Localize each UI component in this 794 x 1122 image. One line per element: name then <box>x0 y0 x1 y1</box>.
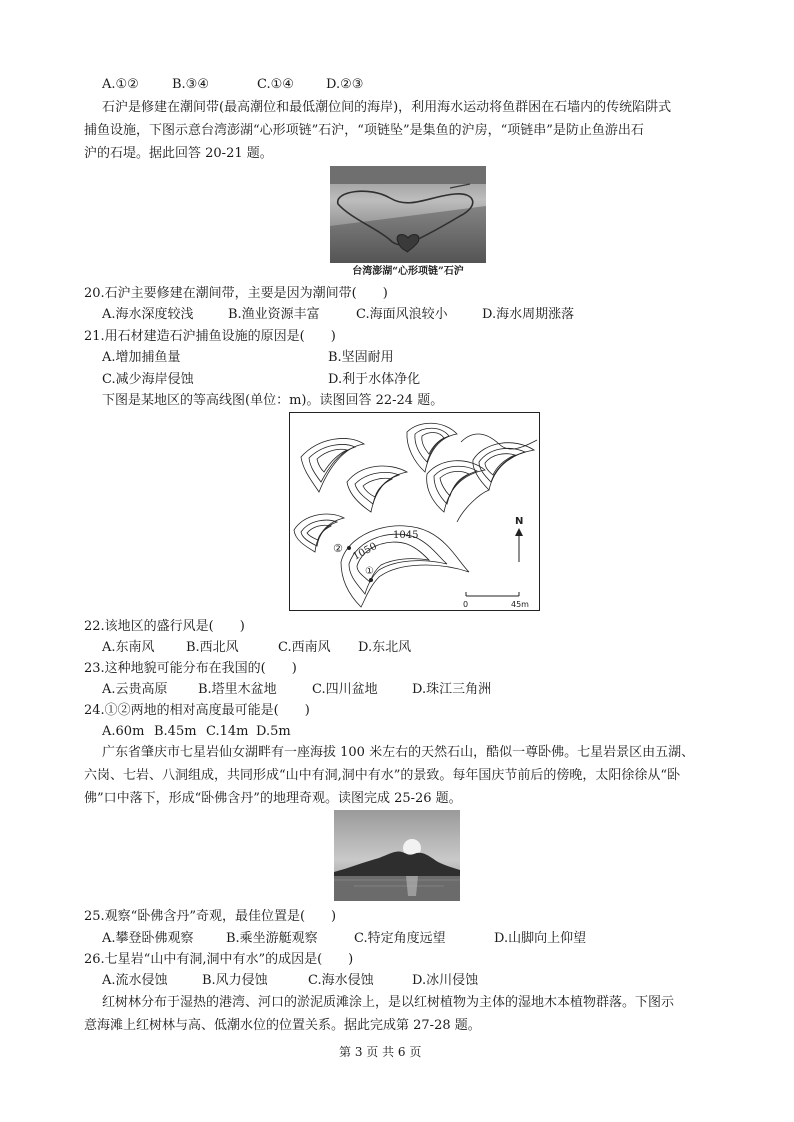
q22-option-a: A.东南风 <box>102 640 155 655</box>
scale-end: 45m <box>511 600 529 609</box>
q26-option-b: B.风力侵蚀 <box>202 973 268 988</box>
q24-option-d: D.5m <box>256 724 291 739</box>
point-2-label: ② <box>333 542 343 555</box>
q24-option-a: A.60m <box>102 724 145 739</box>
q22-option-b: B.西北风 <box>186 640 239 655</box>
q20-option-c: C.海面风浪较小 <box>356 307 448 322</box>
q22-option-c: C.西南风 <box>278 640 331 655</box>
reclining-buddha-image <box>334 810 460 901</box>
q21-option-c: C.减少海岸侵蚀 <box>102 372 194 387</box>
q25-option-b: B.乘坐游艇观察 <box>226 931 318 946</box>
q23-stem: 23.这种地貌可能分布在我国的( ) <box>84 661 297 676</box>
q22-option-d: D.东北风 <box>358 640 412 655</box>
option-d: D.②③ <box>326 77 364 92</box>
intro-25-26-line-3: 佛”口中落下，形成“卧佛含丹”的地理奇观。读图完成 25-26 题。 <box>84 791 462 806</box>
q21-option-d: D.利于水体净化 <box>328 372 421 387</box>
q24-option-c: C.14m <box>206 724 249 739</box>
intro-25-26-line-1: 广东省肇庆市七星岩仙女湖畔有一座海拔 100 米左右的天然石山，酷似一尊卧佛。七星岩景区由五湖、 <box>102 745 695 760</box>
intro-27-28-line-1: 红树林分布于湿热的港湾、河口的淤泥质滩涂上，是以红树植物为主体的湿地木本植物群落。下图示 <box>102 995 675 1010</box>
point-2-marker <box>347 546 351 550</box>
q26-option-d: D.冰川侵蚀 <box>412 973 479 988</box>
q20-stem: 20.石沪主要修建在潮间带，主要是因为潮间带( ) <box>84 286 388 301</box>
q21-option-a: A.增加捕鱼量 <box>102 350 181 365</box>
q22-stem: 22.该地区的盛行风是( ) <box>84 619 245 634</box>
q24-option-b: B.45m <box>154 724 197 739</box>
option-b: B.③④ <box>172 77 209 92</box>
contour-label-1050: 1050 <box>351 540 379 563</box>
scale-start: 0 <box>463 600 469 609</box>
q21-option-b: B.坚固耐用 <box>328 350 394 365</box>
intro-20-21-line-3: 沪的石堤。据此回答 20-21 题。 <box>84 146 273 161</box>
q21-stem: 21.用石材建造石沪捕鱼设施的原因是( ) <box>84 329 336 344</box>
q23-option-b: B.塔里木盆地 <box>198 682 277 697</box>
stone-weir-caption: 台湾澎湖“心形项链”石沪 <box>352 266 464 277</box>
intro-27-28-line-2: 意海滩上红树林与高、低潮水位的位置关系。据此完成第 27-28 题。 <box>84 1018 481 1033</box>
stone-weir-photo <box>330 166 486 263</box>
intro-25-26-line-2: 六岗、七岩、八洞组成，共同形成“山中有洞,洞中有水”的景致。每年国庆节前后的傍晚，太阳徐徐从“卧 <box>84 768 681 783</box>
q25-option-a: A.攀登卧佛观察 <box>102 931 194 946</box>
contour-map <box>289 412 540 611</box>
q23-option-c: C.四川盆地 <box>312 682 378 697</box>
reclining-buddha-photo <box>334 810 460 901</box>
page-footer: 第 3 页 共 6 页 <box>339 1045 422 1059</box>
contour-label-1045: 1045 <box>393 530 419 541</box>
q25-stem: 25.观察“卧佛含丹”奇观，最佳位置是( ) <box>84 909 337 924</box>
q23-option-a: A.云贵高原 <box>102 682 168 697</box>
q26-option-a: A.流水侵蚀 <box>102 973 168 988</box>
north-label: N <box>515 516 524 527</box>
intro-20-21-line-1: 石沪是修建在潮间带(最高潮位和最低潮位间的海岸)，利用海水运动将鱼群困在石墙内的传统陷阱式 <box>102 100 672 115</box>
q25-option-d: D.山脚向上仰望 <box>494 931 587 946</box>
contour-map-svg <box>289 412 540 611</box>
q25-option-c: C.特定角度远望 <box>354 931 446 946</box>
q20-option-b: B.渔业资源丰富 <box>228 307 320 322</box>
option-c: C.①④ <box>257 77 294 92</box>
q20-option-d: D.海水周期涨落 <box>482 307 575 322</box>
point-1-marker <box>369 578 373 582</box>
option-a: A.①② <box>102 77 139 92</box>
q26-stem: 26.七星岩“山中有洞,洞中有水”的成因是( ) <box>84 952 354 967</box>
q20-option-a: A.海水深度较浅 <box>102 307 194 322</box>
intro-22-24: 下图是某地区的等高线图(单位：m)。读图回答 22-24 题。 <box>102 393 444 408</box>
stone-weir-image <box>330 166 486 263</box>
q24-stem: 24.①②两地的相对高度最可能是( ) <box>84 703 310 718</box>
point-1-label: ① <box>365 566 374 577</box>
intro-20-21-line-2: 捕鱼设施，下图示意台湾澎湖“心形项链”石沪，“项链坠”是集鱼的沪房，“项链串”是防止鱼游出石 <box>84 123 644 138</box>
q23-option-d: D.珠江三角洲 <box>412 682 492 697</box>
q26-option-c: C.海水侵蚀 <box>308 973 374 988</box>
